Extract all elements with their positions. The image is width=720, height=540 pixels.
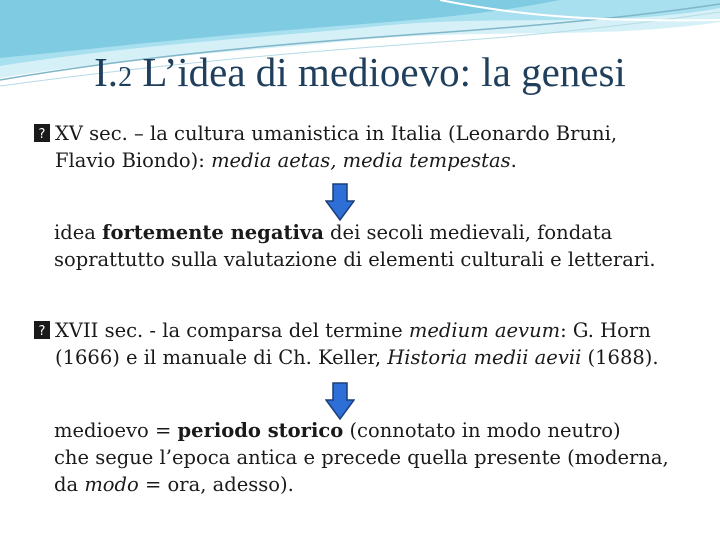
paragraph-xv-century [33, 120, 703, 174]
p4-bold-term: periodo storico [177, 419, 344, 442]
p3-line2-end: (1688). [581, 346, 659, 369]
p2-line1-end: dei secoli medievali, fondata [323, 221, 613, 244]
p4-line3-end: = ora, adesso). [138, 473, 294, 496]
paragraph-xvii-century [33, 317, 703, 371]
missing-glyph-icon [33, 320, 51, 340]
p4-line2: che segue l’epoca antica e precede quella presente (moderna, [54, 446, 669, 469]
p2-line2: soprattutto sulla valutazione di elementi culturali e letterari. [54, 248, 656, 271]
p1-line2-text: Flavio Biondo): [55, 149, 212, 172]
p3-latin-term: medium aevum [408, 319, 561, 342]
arrow-down-icon [325, 382, 355, 420]
p2-line1-start: idea [54, 221, 103, 244]
p3-line1-start: XVII sec. - la comparsa del termine [55, 319, 409, 342]
p3-line2-start: (1666) e il manuale di Ch. Keller, [55, 346, 388, 369]
p3-book-title: Historia medii aevii [387, 346, 582, 369]
arrow-down-icon [325, 183, 355, 221]
title-subnumber: 2 [118, 62, 133, 93]
missing-glyph-icon [33, 123, 51, 143]
p1-line2-end: . [510, 149, 517, 172]
p3-line1-end: : G. Horn [560, 319, 651, 342]
svg-text:?: ? [38, 127, 46, 142]
p4-line3-start: da [54, 473, 85, 496]
title-text: L’idea di medioevo: la genesi [132, 49, 626, 95]
paragraph-negative-idea [54, 219, 704, 273]
p1-latin-terms: media aetas, media tempestas [211, 149, 511, 172]
svg-text:?: ? [38, 324, 46, 339]
paragraph-historical-period [54, 417, 704, 498]
page-title [0, 48, 720, 96]
p4-line1-end: (connotato in modo neutro) [343, 419, 621, 442]
title-number: I. [94, 49, 119, 95]
p4-line1-start: medioevo = [54, 419, 178, 442]
p1-line1: XV sec. – la cultura umanistica in Italia (Leonardo Bruni, [55, 122, 618, 145]
p4-italic-word: modo [84, 473, 139, 496]
p2-bold-term: fortemente negativa [102, 221, 324, 244]
